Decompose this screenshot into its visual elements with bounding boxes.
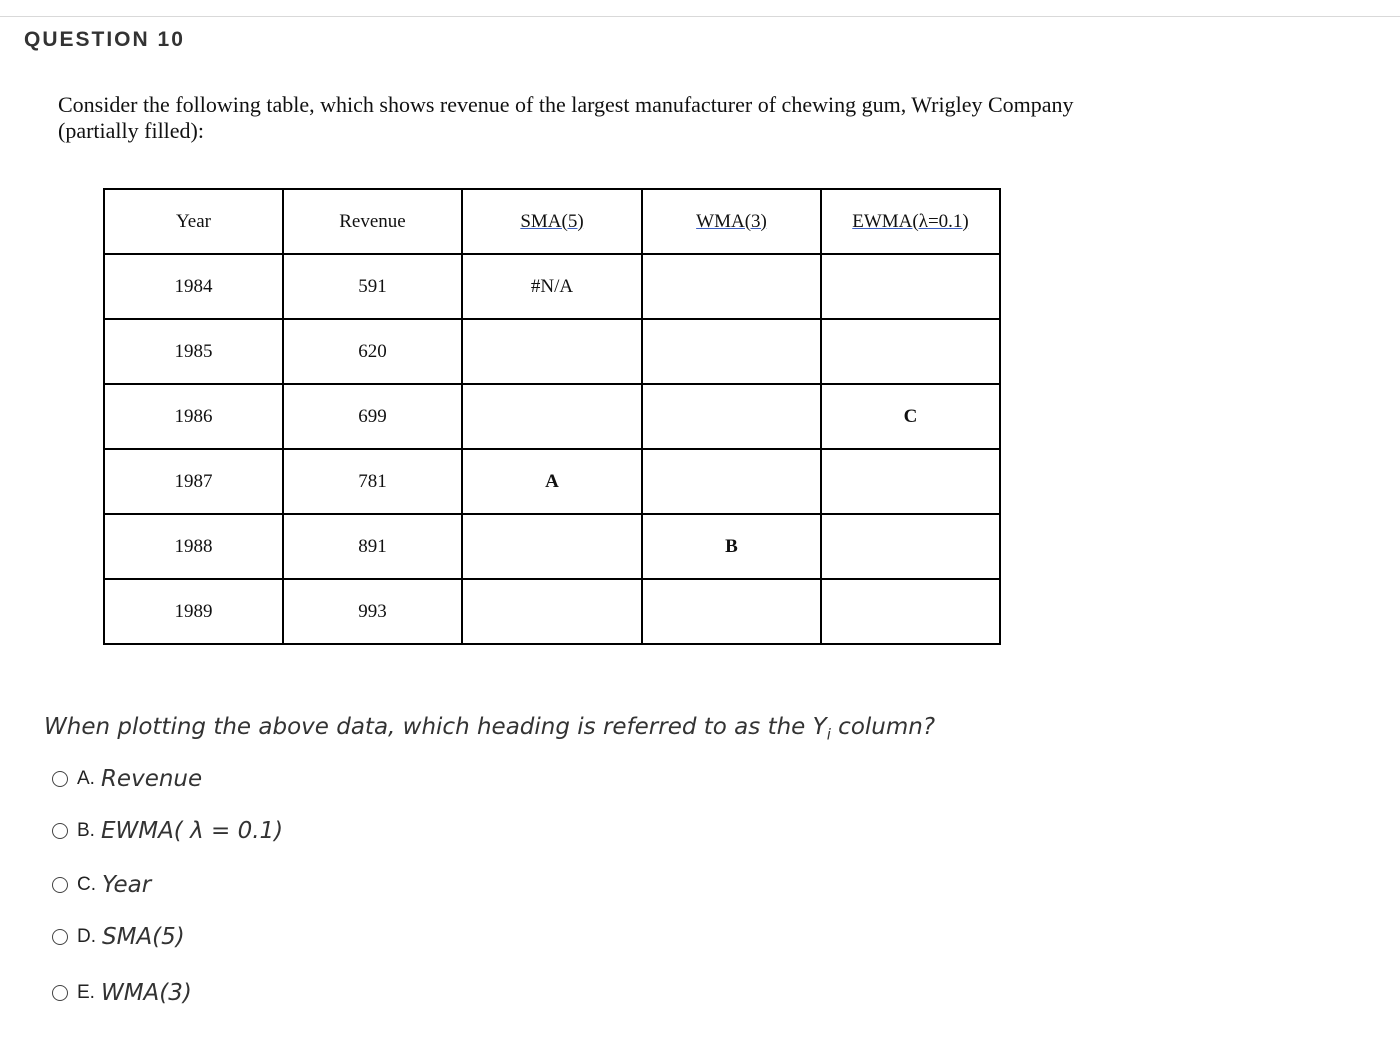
question-prompt	[44, 714, 935, 744]
revenue-table	[103, 188, 1001, 645]
prompt-text-end: column?	[830, 714, 936, 740]
placeholder-a: A	[462, 449, 642, 514]
option-text: SMA(5)	[102, 924, 185, 950]
table-cell: 1986	[104, 384, 283, 449]
header-revenue: Revenue	[283, 189, 462, 254]
table-row	[104, 514, 1000, 579]
header-ewma: EWMA(λ=0.1)	[821, 189, 1000, 254]
table-cell	[462, 384, 642, 449]
table-cell: 591	[283, 254, 462, 319]
option-text: EWMA( λ = 0.1)	[100, 818, 284, 844]
option-text: Revenue	[100, 766, 203, 792]
table-cell	[462, 319, 642, 384]
question-header: QUESTION 10	[24, 28, 185, 51]
placeholder-b: B	[642, 514, 821, 579]
table-cell	[642, 319, 821, 384]
top-divider	[0, 16, 1400, 17]
table-cell: 1985	[104, 319, 283, 384]
option-a[interactable]	[52, 766, 202, 792]
header-year: Year	[104, 189, 283, 254]
table-cell	[462, 514, 642, 579]
table-cell	[642, 449, 821, 514]
table-cell	[821, 449, 1000, 514]
table-cell: 1984	[104, 254, 283, 319]
option-c[interactable]	[52, 872, 151, 898]
option-b[interactable]	[52, 818, 283, 844]
prompt-subscript: i	[826, 725, 831, 744]
radio-button[interactable]	[52, 929, 68, 945]
option-text: WMA(3)	[100, 980, 192, 1006]
option-e[interactable]	[52, 980, 192, 1006]
table-cell	[821, 514, 1000, 579]
table-row	[104, 319, 1000, 384]
question-intro: Consider the following table, which shows revenue of the largest manufacturer of chewing gum, Wrigley Company (partially filled):	[58, 92, 1074, 143]
option-letter: E.	[77, 982, 95, 1003]
table-cell	[642, 579, 821, 644]
table-cell: 620	[283, 319, 462, 384]
radio-button[interactable]	[52, 771, 68, 787]
table-row	[104, 449, 1000, 514]
radio-button[interactable]	[52, 823, 68, 839]
table-row	[104, 579, 1000, 644]
option-letter: B.	[77, 820, 95, 841]
table-cell: 1989	[104, 579, 283, 644]
table-cell: 891	[283, 514, 462, 579]
placeholder-c: C	[821, 384, 1000, 449]
table-cell	[462, 579, 642, 644]
option-letter: D.	[77, 926, 96, 947]
prompt-text: When plotting the above data, which heading is referred to as the Y	[44, 714, 827, 740]
option-d[interactable]	[52, 924, 185, 950]
table-row	[104, 384, 1000, 449]
table-cell	[821, 319, 1000, 384]
table-cell: #N/A	[462, 254, 642, 319]
option-letter: A.	[77, 768, 95, 789]
header-sma: SMA(5)	[462, 189, 642, 254]
radio-button[interactable]	[52, 877, 68, 893]
header-wma: WMA(3)	[642, 189, 821, 254]
table-cell: 699	[283, 384, 462, 449]
table-cell: 1987	[104, 449, 283, 514]
radio-button[interactable]	[52, 985, 68, 1001]
option-letter: C.	[77, 874, 96, 895]
table-cell	[642, 254, 821, 319]
table-cell	[642, 384, 821, 449]
table-cell	[821, 579, 1000, 644]
table-cell	[821, 254, 1000, 319]
table-cell: 781	[283, 449, 462, 514]
table-header-row	[104, 189, 1000, 254]
table-row	[104, 254, 1000, 319]
table-cell: 1988	[104, 514, 283, 579]
option-text: Year	[102, 872, 152, 898]
table-cell: 993	[283, 579, 462, 644]
